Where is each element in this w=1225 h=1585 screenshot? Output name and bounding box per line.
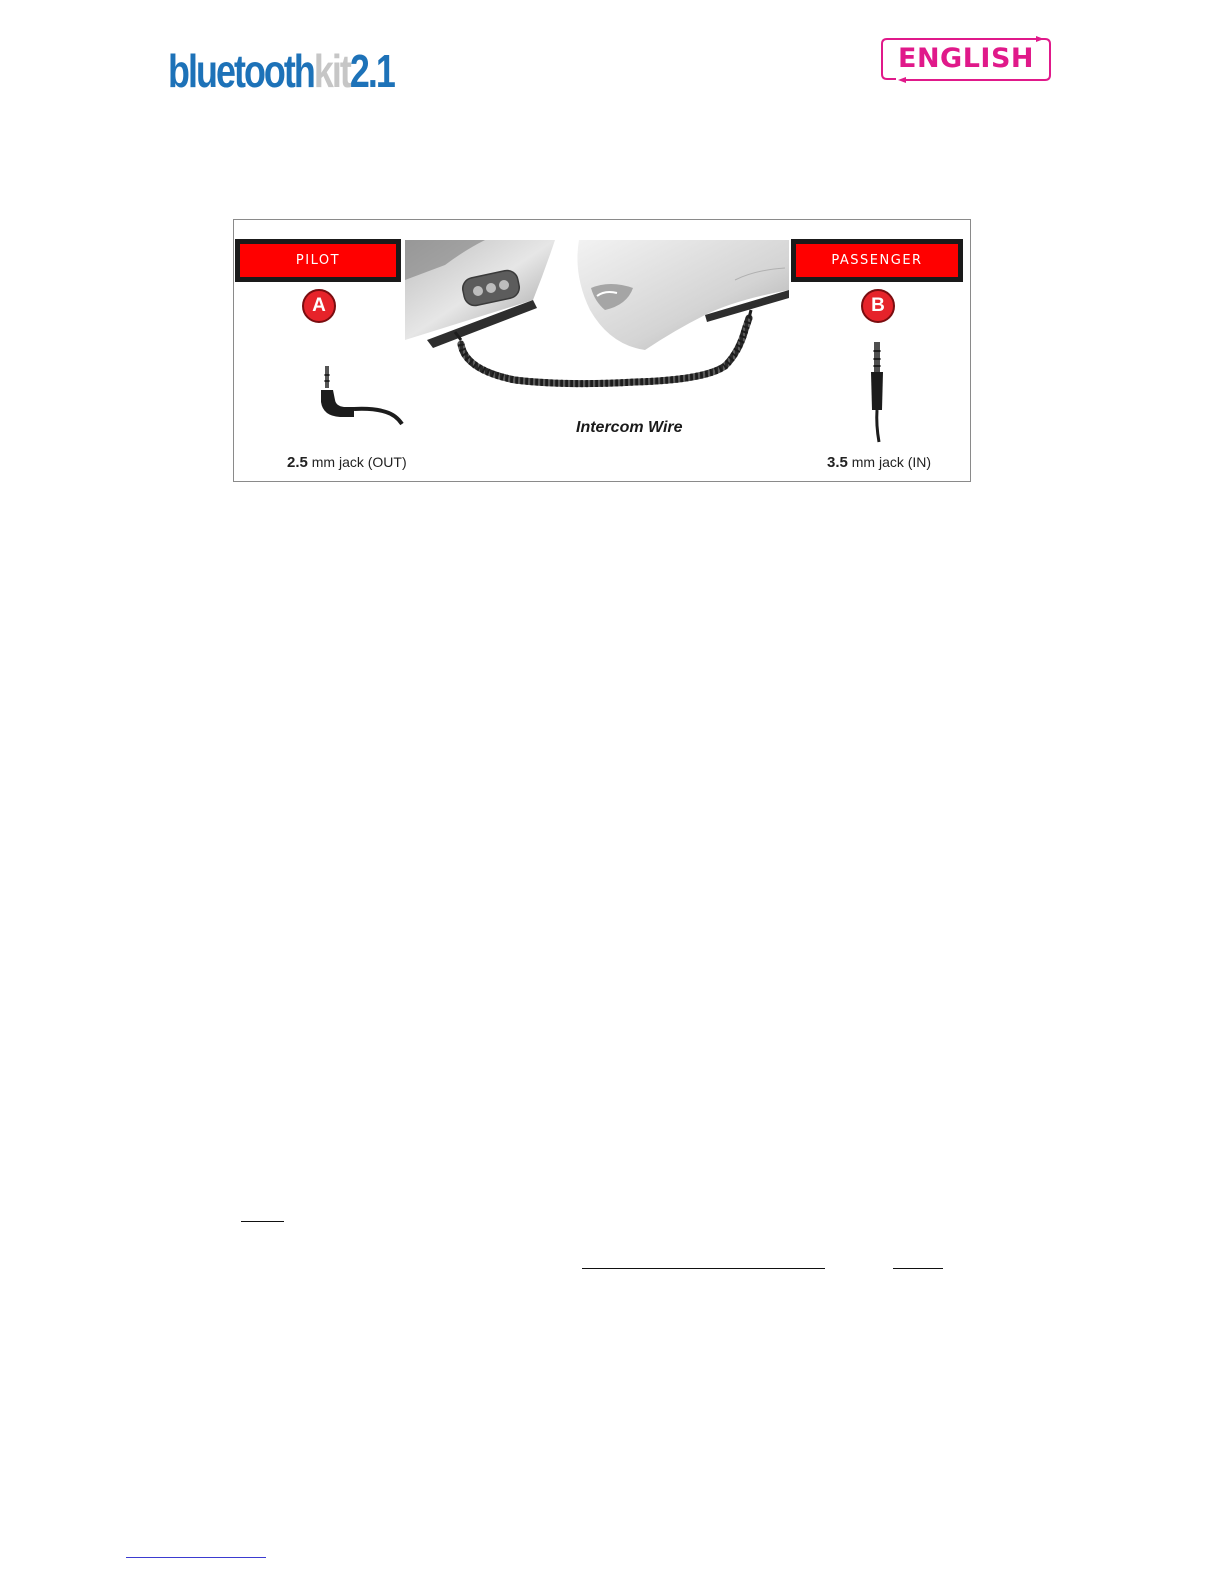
passenger-label: [791, 239, 963, 282]
right-jack-size: 3.5: [827, 454, 848, 471]
bluetoothkit-logo: [168, 38, 394, 97]
unit-button-icon: [486, 283, 496, 293]
logo-part-bluetooth: bluetooth: [168, 45, 314, 97]
underline-rule: [893, 1268, 943, 1269]
pilot-label: [235, 239, 401, 282]
language-badge: [880, 36, 1052, 86]
footnote-link-underline: [126, 1557, 266, 1558]
intercom-wire-caption: Intercom Wire: [576, 419, 683, 436]
right-jack-description: mm jack (IN): [847, 454, 932, 470]
language-badge-label: ENGLISH: [898, 43, 1034, 74]
jack-3-5mm-icon: [864, 340, 892, 444]
pilot-label-text: PILOT: [240, 244, 396, 277]
intercom-wire-figure: [233, 219, 971, 482]
right-jack-caption: [827, 454, 931, 471]
helmets-illustration: [405, 240, 789, 400]
left-jack-size: 2.5: [287, 454, 308, 471]
badge-b: B: [861, 289, 895, 323]
passenger-label-text: PASSENGER: [796, 244, 958, 277]
badge-a: A: [302, 289, 336, 323]
underline-rule: [241, 1221, 284, 1222]
left-jack-description: mm jack (OUT): [307, 454, 407, 470]
jack-2-5mm-icon: [314, 360, 406, 440]
logo-part-version: 2.1: [349, 45, 394, 97]
underline-rule: [582, 1268, 825, 1269]
wire-plug-right: [749, 310, 751, 318]
unit-button-icon: [499, 280, 509, 290]
left-jack-caption: [287, 454, 407, 471]
unit-button-icon: [473, 286, 483, 296]
logo-part-kit: kit: [313, 45, 350, 97]
